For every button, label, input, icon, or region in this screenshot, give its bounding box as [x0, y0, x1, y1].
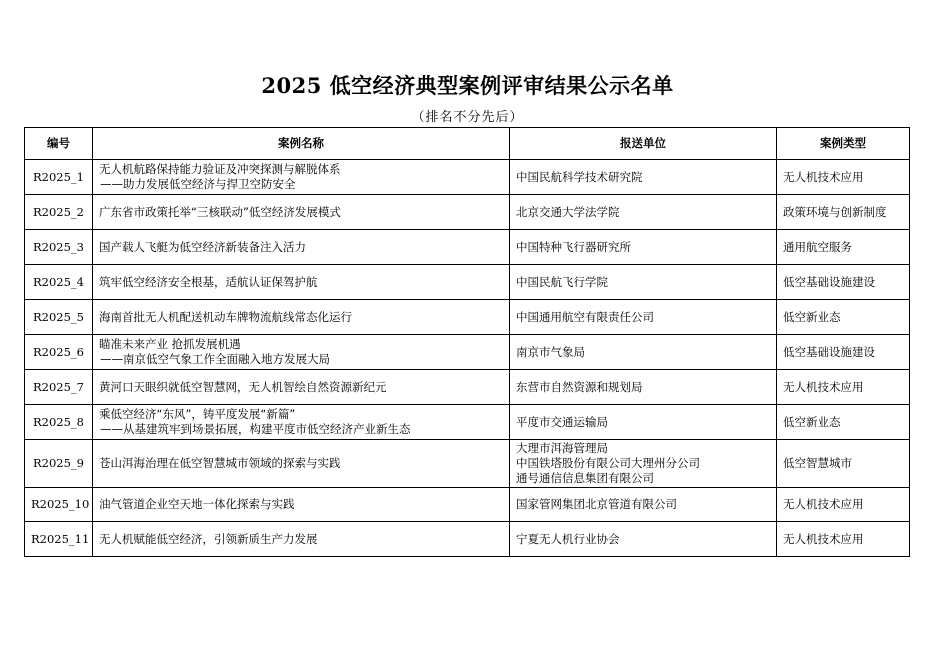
document-title: 2025 低空经济典型案例评审结果公示名单	[261, 73, 674, 98]
case-code: R2025_6	[25, 335, 93, 370]
case-type: 低空基础设施建设	[777, 335, 910, 370]
case-unit	[510, 440, 777, 488]
case-name	[93, 405, 510, 440]
case-name-line: 油气管道企业空天地一体化探索与实践	[99, 497, 295, 511]
case-code: R2025_8	[25, 405, 93, 440]
case-code: R2025_5	[25, 300, 93, 335]
case-name-line: 黄河口天眼织就低空智慧网，无人机智绘自然资源新纪元	[99, 379, 387, 394]
case-type: 低空智慧城市	[777, 440, 910, 488]
table-row	[25, 522, 910, 557]
case-code: R2025_10	[25, 488, 93, 522]
case-unit	[510, 405, 777, 440]
case-code: R2025_1	[25, 160, 93, 195]
results-table	[24, 127, 910, 557]
case-code: R2025_3	[25, 230, 93, 265]
table-row	[25, 440, 910, 488]
case-unit-line: 国家管网集团北京管道有限公司	[516, 497, 677, 511]
case-name-line: 广东省市政策托举“三核联动”低空经济发展模式	[99, 204, 341, 219]
case-name-line: 无人机航路保持能力验证及冲突探测与解脱体系	[99, 162, 341, 176]
header-case-name: 案例名称	[93, 128, 510, 160]
case-name-line: 海南首批无人机配送机动车牌物流航线常态化运行	[99, 309, 352, 324]
case-unit	[510, 160, 777, 195]
case-code: R2025_9	[25, 440, 93, 488]
case-name	[93, 488, 510, 522]
case-code: R2025_2	[25, 195, 93, 230]
table-row	[25, 488, 910, 522]
case-unit	[510, 230, 777, 265]
case-unit-line: 中国铁塔股份有限公司大理州分公司	[516, 456, 700, 470]
case-unit	[510, 335, 777, 370]
table-row	[25, 300, 910, 335]
case-type: 无人机技术应用	[777, 522, 910, 557]
table-row	[25, 230, 910, 265]
case-code: R2025_7	[25, 370, 93, 405]
case-code: R2025_4	[25, 265, 93, 300]
case-unit-line: 中国特种飞行器研究所	[516, 239, 631, 254]
case-name	[93, 160, 510, 195]
case-unit-line: 中国民航飞行学院	[516, 274, 608, 289]
case-type: 政策环境与创新制度	[777, 195, 910, 230]
case-name-line: 乘低空经济“东风”，铸平度发展“新篇”	[99, 407, 296, 421]
header-type: 案例类型	[777, 128, 910, 160]
case-name-subline: ——从基建筑牢到场景拓展，构建平度市低空经济产业新生态	[100, 422, 411, 436]
case-name	[93, 195, 510, 230]
table-row	[25, 195, 910, 230]
case-unit	[510, 488, 777, 522]
case-type: 无人机技术应用	[777, 488, 910, 522]
case-name-subline: ——南京低空气象工作全面融入地方发展大局	[100, 352, 330, 366]
case-name-line: 筑牢低空经济安全根基，适航认证保驾护航	[99, 274, 318, 289]
case-unit-line: 中国通用航空有限责任公司	[516, 309, 654, 324]
case-unit	[510, 300, 777, 335]
table-row	[25, 370, 910, 405]
case-unit-line: 宁夏无人机行业协会	[516, 531, 620, 546]
document-subtitle: （排名不分先后）	[411, 110, 524, 125]
case-unit-line: 中国民航科学技术研究院	[516, 169, 643, 184]
case-name	[93, 440, 510, 488]
case-name	[93, 370, 510, 405]
case-unit	[510, 370, 777, 405]
case-unit-line: 平度市交通运输局	[516, 414, 608, 429]
case-unit-line: 南京市气象局	[516, 344, 585, 359]
case-name-line: 苍山洱海治理在低空智慧城市领域的探索与实践	[99, 456, 341, 470]
case-code: R2025_11	[25, 522, 93, 557]
table-row	[25, 160, 910, 195]
case-name	[93, 522, 510, 557]
table-row	[25, 335, 910, 370]
case-unit-line: 北京交通大学法学院	[516, 204, 620, 219]
header-unit: 报送单位	[510, 128, 777, 160]
case-type: 无人机技术应用	[777, 160, 910, 195]
case-name	[93, 300, 510, 335]
case-type: 低空基础设施建设	[777, 265, 910, 300]
case-unit	[510, 195, 777, 230]
case-unit-line: 通号通信信息集团有限公司	[516, 471, 654, 485]
case-unit	[510, 265, 777, 300]
case-name	[93, 335, 510, 370]
header-code: 编号	[25, 128, 93, 160]
case-name-line: 无人机赋能低空经济，引领新质生产力发展	[99, 531, 318, 546]
case-name-line: 瞄准未来产业 抢抓发展机遇	[99, 337, 241, 351]
case-unit-line: 大理市洱海管理局	[516, 441, 608, 455]
case-type: 低空新业态	[777, 300, 910, 335]
case-name	[93, 265, 510, 300]
table-row	[25, 405, 910, 440]
case-unit-line: 东营市自然资源和规划局	[516, 379, 643, 394]
case-type: 通用航空服务	[777, 230, 910, 265]
case-type: 低空新业态	[777, 405, 910, 440]
case-name	[93, 230, 510, 265]
case-type: 无人机技术应用	[777, 370, 910, 405]
table-row	[25, 265, 910, 300]
case-unit	[510, 522, 777, 557]
table-header-row	[25, 128, 910, 160]
case-name-line: 国产载人飞艇为低空经济新装备注入活力	[99, 239, 306, 254]
case-name-subline: ——助力发展低空经济与捍卫空防安全	[100, 177, 296, 191]
